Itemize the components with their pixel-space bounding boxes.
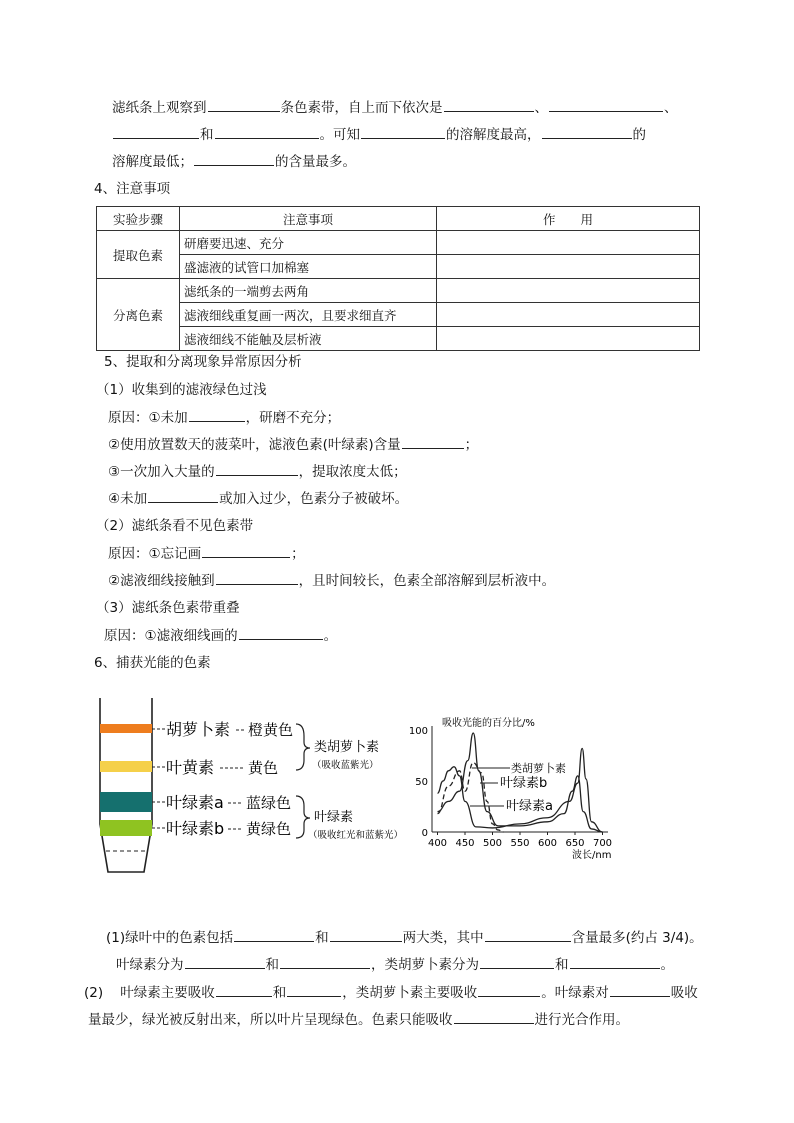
table-header: 注意事项 — [180, 207, 437, 231]
answer-blank[interactable] — [402, 434, 464, 449]
band-color-label: 蓝绿色 — [246, 794, 292, 812]
text: 进行光合作用。 — [534, 1012, 629, 1028]
text: 和 — [315, 930, 329, 946]
text: 条色素带，自上而下依次是 — [280, 100, 443, 116]
answer-blank[interactable] — [478, 982, 540, 997]
subsection-title: （2）滤纸条看不见色素带 — [96, 518, 254, 534]
answer-blank[interactable] — [280, 954, 370, 969]
text: 。 — [660, 957, 674, 973]
answer-blank[interactable] — [202, 543, 290, 558]
text: (1)绿叶中的色素包括 — [106, 930, 234, 946]
band-label: 叶绿素b — [166, 819, 225, 838]
band-label: 胡萝卜素 — [166, 720, 231, 739]
text-line — [108, 543, 305, 564]
subsection-title: （1）收集到的滤液绿色过浅 — [96, 382, 267, 398]
text-line — [108, 461, 407, 482]
answer-blank[interactable] — [542, 124, 632, 139]
text: 、 — [664, 100, 678, 116]
group-label: 类胡萝卜素 — [314, 740, 380, 755]
answer-blank[interactable] — [216, 570, 298, 585]
band-chlorophyll-b — [100, 820, 152, 836]
answer-blank[interactable] — [208, 97, 280, 112]
band-chlorophyll-a — [100, 792, 152, 812]
answer-blank[interactable] — [330, 927, 402, 942]
text: ②使用放置数天的菠菜叶，滤液色素(叶绿素)含量 — [108, 437, 401, 453]
text: 叶绿素分为 — [116, 957, 184, 973]
text: ，且时间较长，色素全部溶解到层析液中。 — [298, 573, 556, 589]
x-tick-label: 550 — [510, 838, 530, 849]
text-line — [112, 97, 678, 118]
text: ，类胡萝卜素分为 — [371, 957, 479, 973]
note-cell: 滤纸条的一端剪去两角 — [180, 279, 437, 303]
note-cell: 滤液细线重复画一两次，且要求细直齐 — [180, 303, 437, 327]
x-tick-label: 700 — [592, 838, 613, 849]
answer-blank[interactable] — [215, 124, 319, 139]
text: ④未加 — [108, 491, 148, 507]
text: 和 — [265, 957, 279, 973]
group-bracket — [296, 724, 310, 770]
answer-blank[interactable] — [216, 461, 298, 476]
x-tick-label: 650 — [565, 838, 585, 849]
table-header: 实验步骤 — [97, 207, 180, 231]
text-line — [108, 434, 478, 455]
answer-blank[interactable] — [113, 124, 199, 139]
text: 和 — [272, 985, 287, 1001]
text: 滤纸条上观察到 — [112, 100, 207, 116]
band-color-label: 黄绿色 — [246, 820, 292, 838]
answer-cell[interactable] — [437, 303, 700, 327]
note-cell: 研磨要迅速、充分 — [180, 231, 437, 255]
text-line — [88, 1009, 629, 1030]
table-header: 作 用 — [437, 207, 700, 231]
table-row — [97, 303, 700, 327]
curve-label-chlorophyll-b: 叶绿素b — [500, 776, 548, 791]
answer-blank[interactable] — [239, 625, 323, 640]
band-color-label: 橙黄色 — [248, 721, 294, 739]
y-axis-label: 吸收光能的百分比/% — [442, 718, 535, 729]
group-label: 叶绿素 — [314, 810, 354, 825]
text-line — [116, 954, 674, 975]
text-line — [106, 927, 703, 948]
text: 原因：①滤液细线画的 — [104, 628, 238, 644]
text: 的溶解度最高， — [446, 127, 541, 143]
answer-blank[interactable] — [185, 954, 265, 969]
text: 的含量最多。 — [275, 154, 356, 170]
text-line — [112, 124, 646, 145]
y-tick-label: 0 — [421, 828, 428, 839]
curve-label-chlorophyll-a: 叶绿素a — [506, 799, 553, 814]
pigment-figure — [96, 688, 736, 882]
answer-blank[interactable] — [148, 488, 218, 503]
table-row — [97, 279, 700, 303]
note-cell: 滤液细线不能触及层析液 — [180, 327, 437, 351]
table-header-row — [97, 207, 700, 231]
note-cell: 盛滤液的试管口加棉塞 — [180, 255, 437, 279]
text: ②滤液细线接触到 — [108, 573, 215, 589]
text: ； — [464, 437, 479, 453]
text-line — [108, 570, 555, 591]
band-label: 叶黄素 — [166, 758, 215, 777]
text: 和 — [200, 127, 214, 143]
text: 、 — [534, 100, 548, 116]
answer-cell[interactable] — [437, 231, 700, 255]
answer-blank[interactable] — [361, 124, 445, 139]
text-line — [112, 151, 356, 172]
answer-blank[interactable] — [287, 982, 341, 997]
x-tick-label: 450 — [455, 838, 475, 849]
x-axis-label: 波长/nm — [572, 850, 612, 861]
y-tick-label: 100 — [408, 726, 428, 737]
text: ，提取浓度太低； — [298, 464, 407, 480]
answer-blank[interactable] — [234, 927, 314, 942]
step-cell: 分离色素 — [97, 279, 180, 351]
notes-table — [96, 206, 700, 351]
answer-blank[interactable] — [480, 954, 554, 969]
text: 叶绿素主要吸收 — [120, 985, 215, 1001]
answer-cell[interactable] — [437, 255, 700, 279]
text: 量最少，绿光被反射出来，所以叶片呈现绿色。色素只能吸收 — [88, 1012, 453, 1028]
text: 含量最多(约占 3/4)。 — [571, 930, 703, 946]
text-line — [104, 625, 337, 646]
subsection-title: （3）滤纸条色素带重叠 — [96, 600, 240, 616]
answer-blank[interactable] — [610, 982, 670, 997]
answer-cell[interactable] — [437, 279, 700, 303]
text: 和 — [555, 957, 569, 973]
text-line — [108, 488, 408, 509]
table-row — [97, 327, 700, 351]
text: 或加入过少，色素分子被破坏。 — [219, 491, 409, 507]
group-note: （吸收红光和蓝紫光） — [308, 830, 404, 841]
band-label: 叶绿素a — [166, 793, 224, 812]
answer-blank[interactable] — [570, 954, 660, 969]
section-title: 6、捕获光能的色素 — [94, 655, 211, 671]
text: ，研磨不充分； — [245, 410, 341, 426]
answer-blank[interactable] — [216, 982, 272, 997]
answer-blank[interactable] — [549, 97, 663, 112]
band-carotene — [100, 724, 152, 733]
text: 溶解度最低； — [112, 154, 193, 170]
answer-blank[interactable] — [444, 97, 534, 112]
text: ③一次加入大量的 — [108, 464, 215, 480]
question-number: (2) — [84, 985, 104, 1001]
y-tick-label: 50 — [415, 777, 428, 788]
text: 。叶绿素对 — [541, 985, 609, 1001]
group-note: （吸收蓝紫光） — [312, 760, 379, 771]
text: 。 — [323, 628, 338, 644]
section-title: 4、注意事项 — [94, 181, 171, 197]
table-row — [97, 255, 700, 279]
text: 的 — [632, 127, 646, 143]
text: 原因：①未加 — [108, 410, 188, 426]
text: 。可知 — [319, 127, 360, 143]
text-line — [108, 407, 340, 428]
section-title: 5、提取和分离现象异常原因分析 — [104, 354, 302, 370]
band-color-label: 黄色 — [248, 759, 279, 777]
text: 吸收 — [670, 985, 698, 1001]
table-row — [97, 231, 700, 255]
text: ； — [291, 546, 305, 562]
curve-label-carotenoids: 类胡萝卜素 — [511, 762, 566, 775]
x-tick-label: 500 — [482, 838, 503, 849]
text: ，类胡萝卜素主要吸收 — [342, 985, 478, 1001]
text: 两大类，其中 — [402, 930, 484, 946]
answer-blank[interactable] — [454, 1009, 534, 1024]
answer-cell[interactable] — [437, 327, 700, 351]
answer-blank[interactable] — [194, 151, 274, 166]
answer-blank[interactable] — [189, 407, 245, 422]
text-line — [84, 982, 698, 1003]
x-tick-label: 600 — [537, 838, 558, 849]
answer-blank[interactable] — [485, 927, 571, 942]
text: 原因：①忘记画 — [108, 546, 202, 562]
band-xanthophyll — [100, 761, 152, 772]
pigment-diagram — [96, 688, 736, 878]
x-tick-label: 400 — [427, 838, 448, 849]
absorption-chart — [409, 716, 612, 861]
step-cell: 提取色素 — [97, 231, 180, 279]
